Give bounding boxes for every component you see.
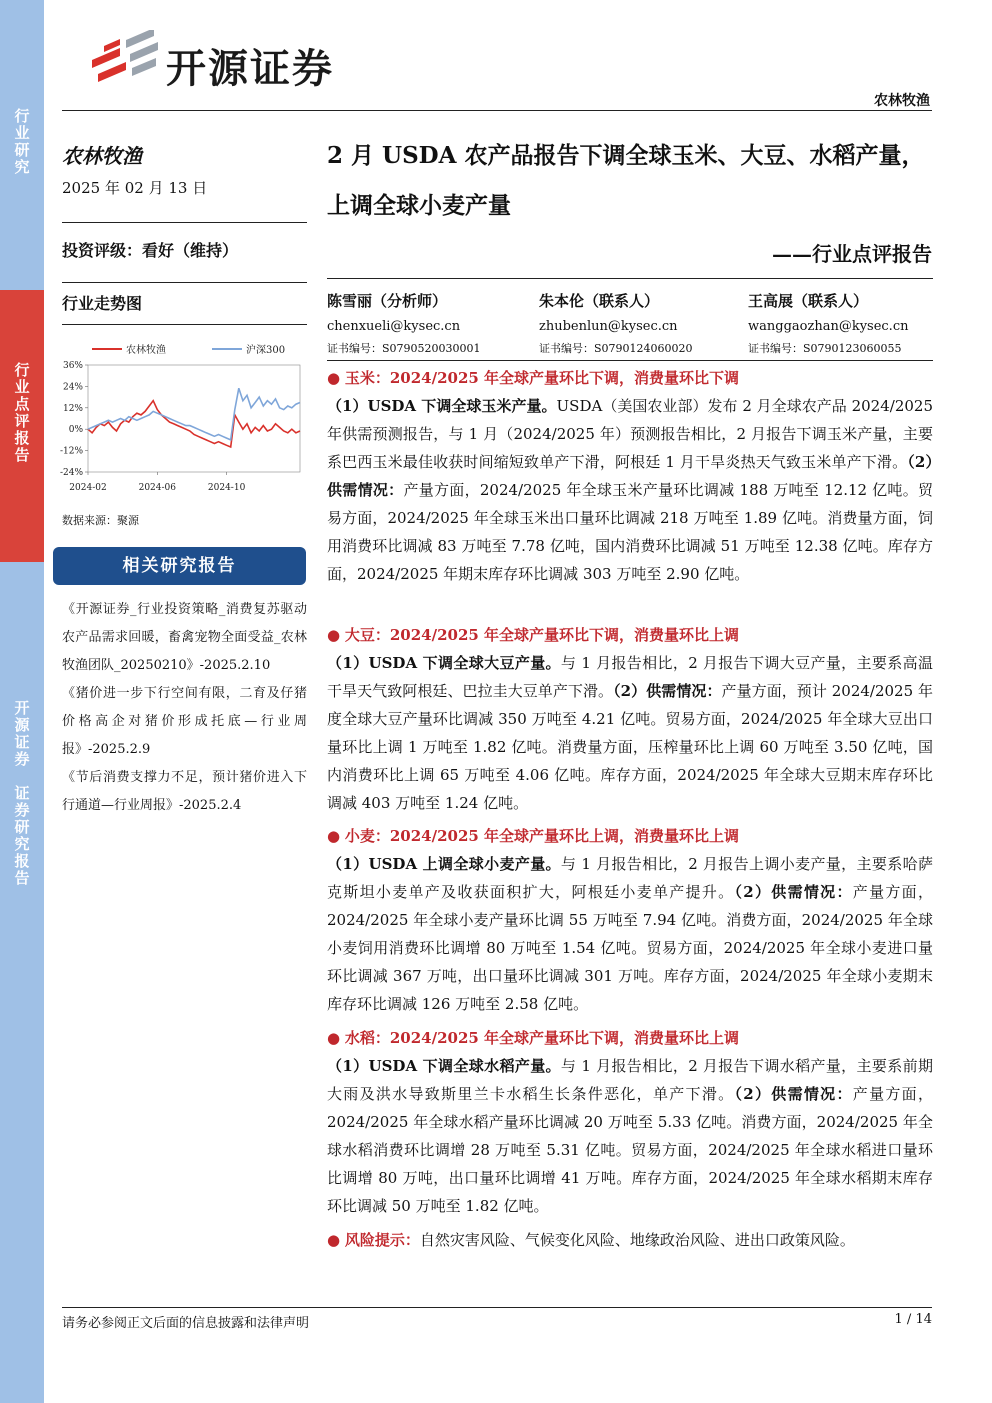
y-tick-label: 0% xyxy=(68,425,83,436)
band-label-report-type xyxy=(0,290,44,562)
band-char xyxy=(0,768,44,785)
analyst-name: 朱本伦（联系人） xyxy=(539,292,660,310)
section-wheat xyxy=(327,822,933,1018)
band-char: 告 xyxy=(14,446,30,464)
band-char: 券 xyxy=(14,801,30,819)
band-char: 行 xyxy=(14,361,30,379)
page-number: 1 / 14 xyxy=(894,1312,932,1327)
series-line xyxy=(88,401,300,447)
section-text: 与 1 月报告相比，2 月报告下调水稻产量，主要系前期大雨及洪水导致斯里兰卡水稻生长条件恶化，单产下滑。 xyxy=(327,1057,933,1103)
y-tick-label: -24% xyxy=(59,468,83,478)
band-label-industry-research xyxy=(0,108,44,288)
trend-chart xyxy=(52,335,312,495)
investment-rating: 投资评级：看好（维持） xyxy=(62,241,239,260)
legend-label: 农林牧渔 xyxy=(126,345,166,356)
related-report-link[interactable]: 《猪价进一步下行空间有限，二育及仔猪价格高企对猪价形成托底—行业周报》-2025.2.9 xyxy=(62,686,307,757)
section-lead: （1）USDA 下调全球大豆产量。 xyxy=(327,654,561,672)
section-text: 产量方面，2024/2025 年全球水稻产量环比调减 20 万吨至 5.33 亿吨。消费方面，2024/2025 年全球水稻消费环比调增 28 万吨至 5.31 亿吨。贸易方面，2024/2025 年全球水稻进口量环比调增 80 万吨，出口量环比调增 41 万吨。库存方面，2024/2025 年全球水稻期末库存环比调减 50 万吨至 1.82 亿吨。 xyxy=(327,1085,933,1215)
band-char: 报 xyxy=(14,429,30,447)
analyst-name: 王高展（联系人） xyxy=(748,292,869,310)
analyst-card xyxy=(327,290,527,356)
analyst-cert: 证书编号：S0790520030001 xyxy=(327,342,481,355)
analyst-card xyxy=(539,290,739,356)
analyst-email[interactable]: wanggaozhan@kysec.cn xyxy=(748,319,909,334)
x-tick-label: 2024-10 xyxy=(207,483,246,493)
band-char: 告 xyxy=(14,869,30,887)
band-char: 点 xyxy=(14,395,30,413)
section-lead: （2）供需情况： xyxy=(734,883,853,901)
section-lead: （2）供需情况： xyxy=(613,682,722,700)
analyst-name: 陈雪丽（分析师） xyxy=(327,292,448,310)
report-type: ——行业点评报告 xyxy=(772,242,932,266)
analyst-cert: 证书编号：S0790124060020 xyxy=(539,342,693,355)
divider xyxy=(62,282,307,283)
analyst-cert: 证书编号：S0790123060055 xyxy=(748,342,902,355)
series-line xyxy=(88,388,300,440)
risk-text: 自然灾害风险、气候变化风险、地缘政治风险、进出口政策风险。 xyxy=(419,1231,855,1249)
risk-warning xyxy=(327,1226,933,1254)
related-reports-title: 相关研究报告 xyxy=(53,547,306,585)
section-rice xyxy=(327,1024,933,1220)
header-sector: 农林牧渔 xyxy=(874,93,930,109)
y-tick-label: 12% xyxy=(62,403,83,414)
related-reports-list xyxy=(62,596,307,820)
brand-name: 开源证券 xyxy=(166,46,334,92)
sector-name: 农林牧渔 xyxy=(62,144,142,168)
analyst-email[interactable]: zhubenlun@kysec.cn xyxy=(539,319,678,334)
section-text: 产量方面，预计 2024/2025 年度全球大豆产量环比调减 350 万吨至 4.21 亿吨。贸易方面，2024/2025 年全球大豆出口量环比上调 1 万吨至 1.82 亿吨。消费量方面，压榨量环比上调 60 万吨至 3.50 亿吨，国内消费环比上调 65 万吨至 4.06 亿吨。库存方面，2024/2025 年全球大豆期末库存环比调减 403 万吨至 1.24 亿吨。 xyxy=(327,682,933,812)
band-char: 行 xyxy=(14,107,30,125)
risk-heading: 风险提示： xyxy=(344,1231,420,1249)
y-tick-label: -12% xyxy=(59,446,83,457)
bullet-icon: ● xyxy=(327,626,345,644)
section-text: 与 1 月报告相比，2 月报告上调小麦产量，主要系哈萨克斯坦小麦单产及收获面积扩大，阿根廷小麦单产提升。 xyxy=(327,855,933,901)
band-char: 券 xyxy=(14,750,30,768)
x-tick-label: 2024-02 xyxy=(69,483,107,493)
section-lead: （1）USDA 下调全球水稻产量。 xyxy=(327,1057,561,1075)
section-corn xyxy=(327,364,933,588)
section-text: 产量方面，2024/2025 年全球小麦产量环比调 55 万吨至 7.94 亿吨。消费方面，2024/2025 年全球小麦饲用消费环比调增 80 万吨至 1.54 亿吨。贸易方面，2024/2025 年全球小麦进口量环比调减 367 万吨，出口量环比调减 301 万吨。库存方面，2024/2025 年全球小麦期末库存环比调减 126 万吨至 2.58 亿吨。 xyxy=(327,883,933,1013)
divider xyxy=(62,222,307,223)
section-text: 与 1 月报告相比，2 月报告下调大豆产量，主要系高温干旱天气致阿根廷、巴拉圭大豆单产下滑。 xyxy=(327,654,933,700)
related-report-link[interactable]: 《开源证券_行业投资策略_消费复苏驱动农产品需求回暖，畜禽宠物全面受益_农林牧渔团队_20250210》-2025.2.10 xyxy=(62,602,307,673)
band-char: 研 xyxy=(14,141,30,159)
report-title: 2 月 USDA 农产品报告下调全球玉米、大豆、水稻产量，上调全球小麦产量 xyxy=(327,142,925,219)
band-char: 究 xyxy=(14,835,30,853)
trend-title: 行业走势图 xyxy=(62,294,143,313)
band-label-brand xyxy=(0,700,44,920)
legend-label: 沪深300 xyxy=(246,345,286,356)
footer-rule xyxy=(62,1307,932,1308)
related-report-link[interactable]: 《节后消费支撑力不足，预计猪价进入下行通道—行业周报》-2025.2.4 xyxy=(62,770,307,813)
divider xyxy=(327,278,933,279)
section-lead: （2）供需情况： xyxy=(327,453,934,499)
band-char: 研 xyxy=(14,818,30,836)
y-tick-label: 24% xyxy=(62,382,83,393)
section-lead: （1）USDA 下调全球玉米产量。 xyxy=(327,397,557,415)
report-date: 2025 年 02 月 13 日 xyxy=(62,179,208,197)
section-lead: （1）USDA 上调全球小麦产量。 xyxy=(327,855,561,873)
section-heading: 大豆：2024/2025 年全球产量环比下调，消费量环比上调 xyxy=(344,626,740,644)
data-source: 数据来源：聚源 xyxy=(62,514,139,527)
section-heading: 小麦：2024/2025 年全球产量环比上调，消费量环比上调 xyxy=(344,827,740,845)
band-char: 究 xyxy=(14,158,30,176)
band-char: 业 xyxy=(14,378,30,396)
analyst-email[interactable]: chenxueli@kysec.cn xyxy=(327,319,461,334)
section-heading: 玉米：2024/2025 年全球产量环比下调，消费量环比下调 xyxy=(344,369,740,387)
footer-disclaimer: 请务必参阅正文后面的信息披露和法律声明 xyxy=(62,1316,310,1331)
band-char: 报 xyxy=(14,852,30,870)
bullet-icon: ● xyxy=(327,369,345,387)
divider xyxy=(327,360,933,361)
bullet-icon: ● xyxy=(327,1029,345,1047)
header-rule xyxy=(62,110,932,111)
y-tick-label: 36% xyxy=(62,361,83,371)
bullet-icon: ● xyxy=(327,1231,345,1249)
bullet-icon: ● xyxy=(327,827,345,845)
divider xyxy=(62,324,307,325)
analyst-card xyxy=(748,290,948,356)
section-text: USDA（美国农业部）发布 2 月全球农产品 2024/2025 年供需预测报告，与 1 月（2024/2025 年）预测报告相比，2 月报告下调玉米产量，主要系巴西玉米最佳收获时间缩短致单产下滑，阿根廷 1 月干旱炎热天气致玉米单产下滑。 xyxy=(327,397,933,471)
band-char: 业 xyxy=(14,124,30,142)
band-char: 证 xyxy=(14,733,30,751)
band-char: 评 xyxy=(14,412,30,430)
section-text: 产量方面，2024/2025 年全球玉米产量环比调减 188 万吨至 12.12 亿吨。贸易方面，2024/2025 年全球玉米出口量环比调减 218 万吨至 1.89 亿吨。消费量方面，饲用消费环比调减 83 万吨至 7.78 亿吨，国内消费环比调减 51 万吨至 12.38 亿吨。库存方面，2024/2025 年期末库存环比调减 303 万吨至 2.90 亿吨。 xyxy=(327,481,933,583)
section-soybean xyxy=(327,621,933,817)
section-lead: （2）供需情况： xyxy=(734,1085,853,1103)
band-char: 证 xyxy=(14,784,30,802)
x-tick-label: 2024-06 xyxy=(138,483,177,493)
section-heading: 水稻：2024/2025 年全球产量环比下调，消费量环比上调 xyxy=(344,1029,740,1047)
band-char: 源 xyxy=(14,716,30,734)
band-char: 开 xyxy=(14,699,30,717)
